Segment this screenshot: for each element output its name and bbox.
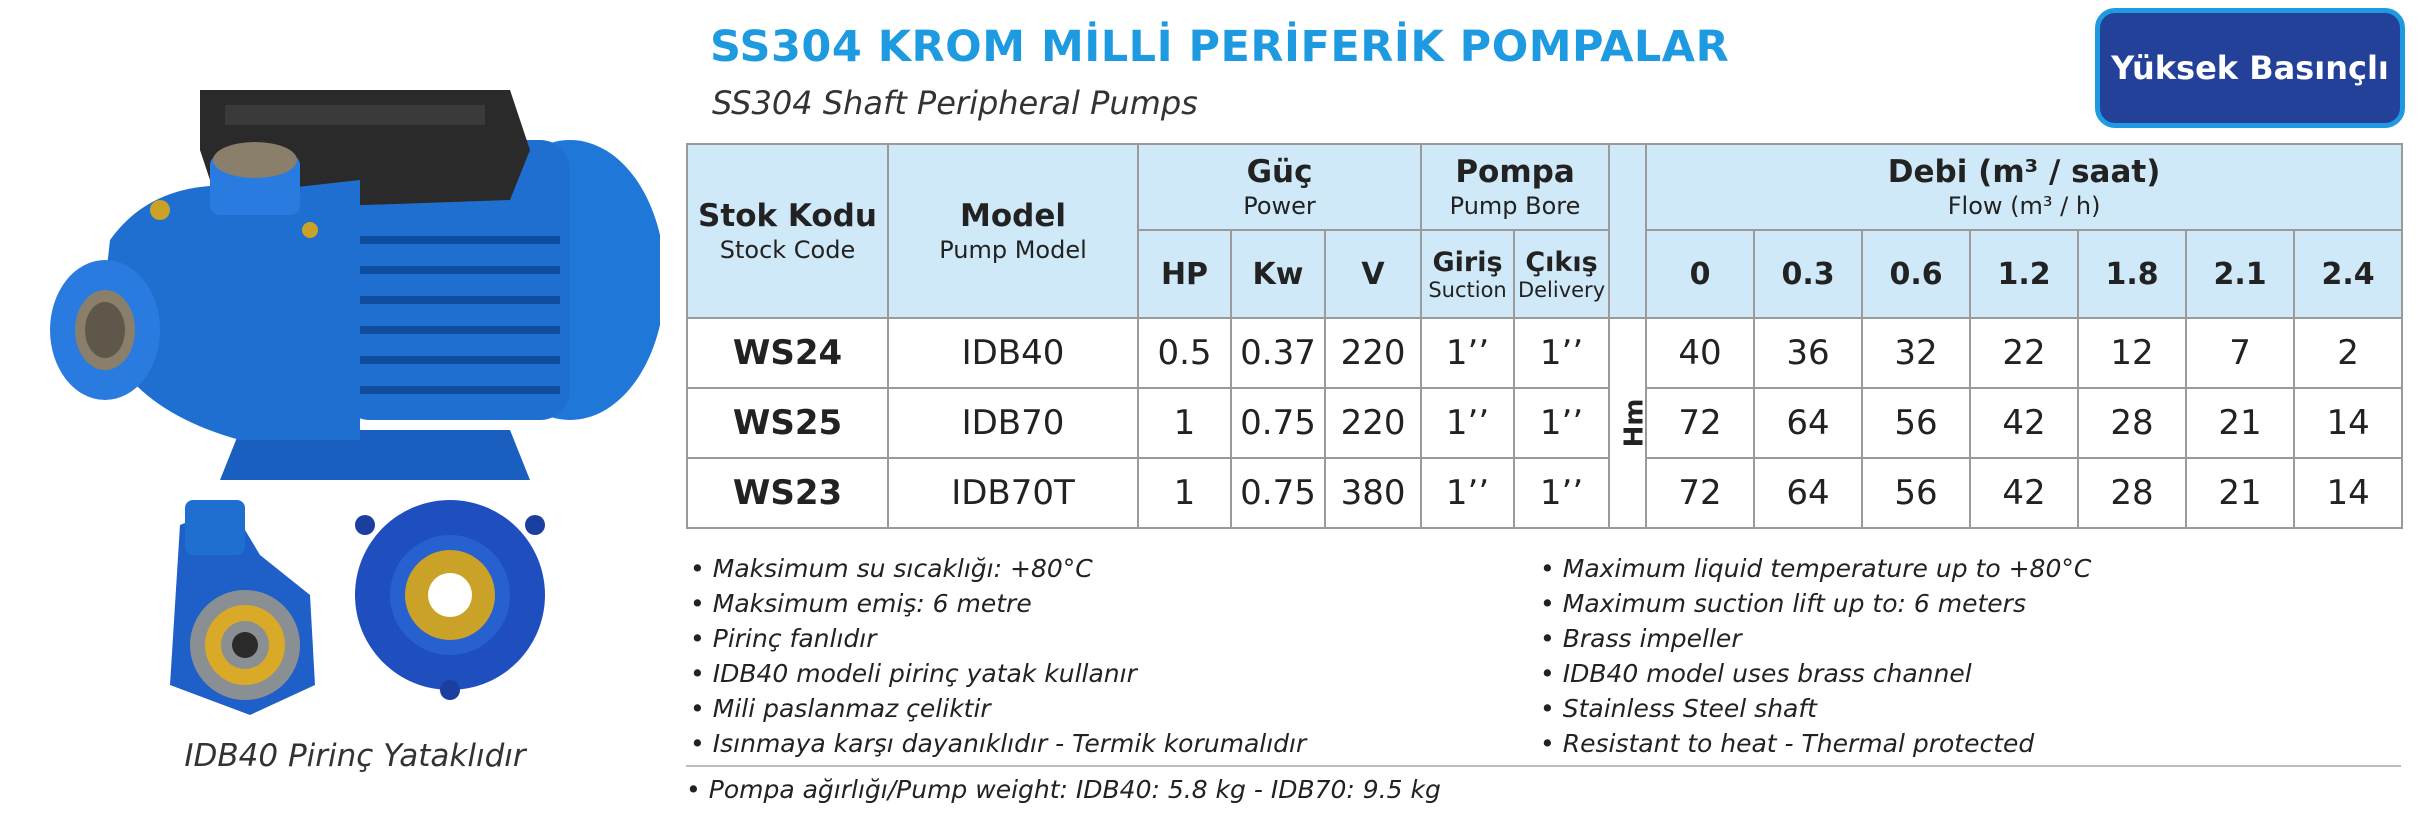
flow-cell: 7	[2186, 318, 2294, 388]
table-row	[687, 458, 2402, 528]
specification-table	[686, 143, 2403, 529]
hp-header: HP	[1138, 230, 1231, 318]
pump-bore-header: Pompa Pump Bore	[1421, 144, 1609, 230]
kw-header: Kw	[1231, 230, 1325, 318]
page-subtitle: SS304 Shaft Peripheral Pumps	[712, 84, 1198, 122]
impeller-parts-image	[150, 485, 670, 725]
flow-col-header: 0.3	[1754, 230, 1862, 318]
stock-code-header: Stok Kodu Stock Code	[687, 144, 888, 318]
list-item: • Maximum liquid temperature up to +80°C	[1540, 551, 2091, 586]
flow-cell: 2	[2294, 318, 2402, 388]
flow-cell: 42	[1970, 458, 2078, 528]
flow-col-header: 2.4	[2294, 230, 2402, 318]
v-cell: 380	[1325, 458, 1421, 528]
flow-col-header: 1.8	[2078, 230, 2186, 318]
list-item: • Isınmaya karşı dayanıklıdır - Termik korumalıdır	[690, 726, 1306, 761]
model-cell: IDB70	[888, 388, 1138, 458]
suction-header: Giriş Suction	[1421, 230, 1514, 318]
flow-cell: 42	[1970, 388, 2078, 458]
list-item: • Brass impeller	[1540, 621, 2091, 656]
flow-cell: 64	[1754, 388, 1862, 458]
list-item: • Pirinç fanlıdır	[690, 621, 1306, 656]
flow-cell: 14	[2294, 388, 2402, 458]
flow-cell: 56	[1862, 388, 1970, 458]
kw-cell: 0.75	[1231, 458, 1325, 528]
v-cell: 220	[1325, 318, 1421, 388]
v-cell: 220	[1325, 388, 1421, 458]
kw-cell: 0.37	[1231, 318, 1325, 388]
flow-cell: 36	[1754, 318, 1862, 388]
suction-cell: 1’’	[1421, 318, 1514, 388]
hm-unit-label: Hm	[1609, 318, 1646, 528]
delivery-cell: 1’’	[1514, 318, 1609, 388]
flow-cell: 64	[1754, 458, 1862, 528]
flow-col-header: 2.1	[2186, 230, 2294, 318]
list-item: • Maksimum emiş: 6 metre	[690, 586, 1306, 621]
list-item: • Maximum suction lift up to: 6 meters	[1540, 586, 2091, 621]
stock-code-cell: WS24	[687, 318, 888, 388]
section-divider	[686, 765, 2401, 767]
flow-header: Debi (m³ / saat) Flow (m³ / h)	[1646, 144, 2402, 230]
hm-header-spacer	[1609, 144, 1646, 318]
flow-cell: 72	[1646, 388, 1754, 458]
list-item: • Mili paslanmaz çeliktir	[690, 691, 1306, 726]
page-title: SS304 KROM MİLLİ PERİFERİK POMPALAR	[710, 22, 1730, 72]
flow-cell: 72	[1646, 458, 1754, 528]
hp-cell: 1	[1138, 388, 1231, 458]
pump-product-image	[40, 60, 660, 520]
features-list-english	[1540, 551, 2091, 761]
table-row	[687, 388, 2402, 458]
table-row	[687, 318, 2402, 388]
hp-cell: 1	[1138, 458, 1231, 528]
kw-cell: 0.75	[1231, 388, 1325, 458]
power-header: Güç Power	[1138, 144, 1421, 230]
flow-cell: 56	[1862, 458, 1970, 528]
delivery-header: Çıkış Delivery	[1514, 230, 1609, 318]
list-item: • Stainless Steel shaft	[1540, 691, 2091, 726]
hp-cell: 0.5	[1138, 318, 1231, 388]
delivery-cell: 1’’	[1514, 458, 1609, 528]
model-cell: IDB70T	[888, 458, 1138, 528]
high-pressure-badge: Yüksek Basınçlı	[2095, 8, 2405, 128]
v-header: V	[1325, 230, 1421, 318]
flow-cell: 28	[2078, 388, 2186, 458]
flow-cell: 21	[2186, 388, 2294, 458]
flow-cell: 12	[2078, 318, 2186, 388]
list-item: • Maksimum su sıcaklığı: +80°C	[690, 551, 1306, 586]
flow-col-header: 1.2	[1970, 230, 2078, 318]
flow-cell: 14	[2294, 458, 2402, 528]
flow-cell: 28	[2078, 458, 2186, 528]
image-caption: IDB40 Pirinç Yataklıdır	[184, 738, 526, 774]
suction-cell: 1’’	[1421, 388, 1514, 458]
list-item: • IDB40 model uses brass channel	[1540, 656, 2091, 691]
pump-weight-note: • Pompa ağırlığı/Pump weight: IDB40: 5.8 kg - IDB70: 9.5 kg	[686, 772, 1441, 807]
model-header: Model Pump Model	[888, 144, 1138, 318]
list-item: • Resistant to heat - Thermal protected	[1540, 726, 2091, 761]
flow-cell: 40	[1646, 318, 1754, 388]
features-list-turkish	[690, 551, 1306, 761]
list-item: • IDB40 modeli pirinç yatak kullanır	[690, 656, 1306, 691]
flow-cell: 32	[1862, 318, 1970, 388]
stock-code-cell: WS25	[687, 388, 888, 458]
model-cell: IDB40	[888, 318, 1138, 388]
flow-cell: 21	[2186, 458, 2294, 528]
stock-code-cell: WS23	[687, 458, 888, 528]
delivery-cell: 1’’	[1514, 388, 1609, 458]
flow-cell: 22	[1970, 318, 2078, 388]
flow-col-header: 0	[1646, 230, 1754, 318]
flow-col-header: 0.6	[1862, 230, 1970, 318]
suction-cell: 1’’	[1421, 458, 1514, 528]
